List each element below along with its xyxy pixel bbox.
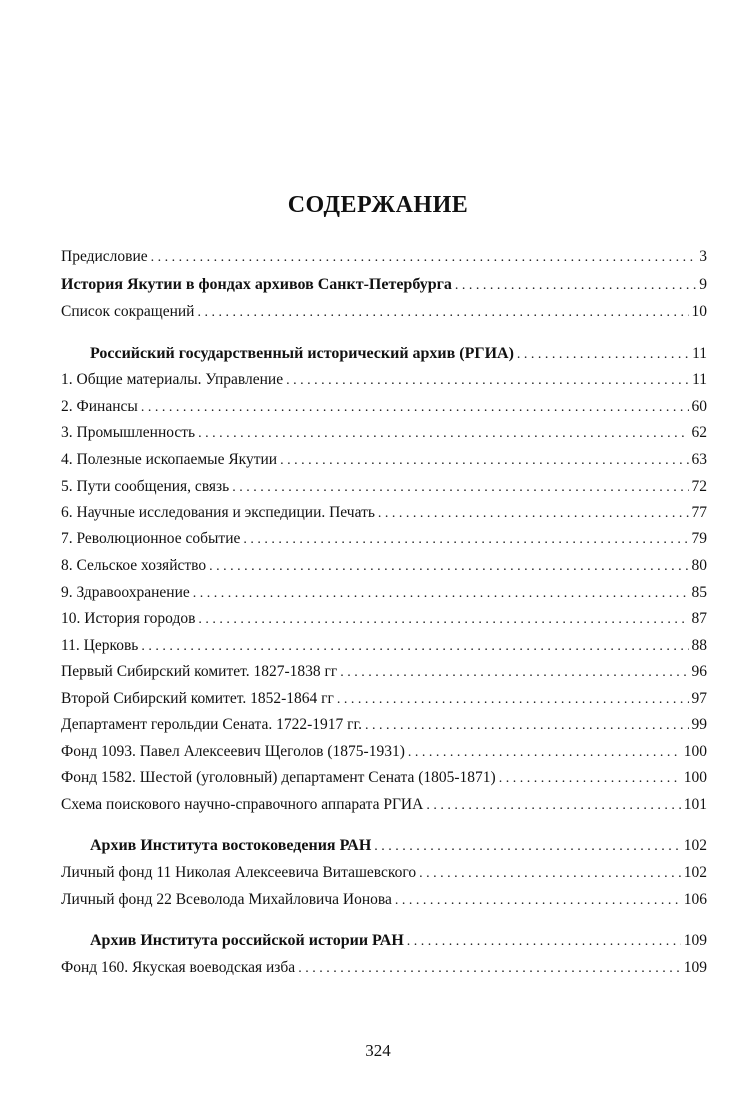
toc-entry-page: 72: [691, 478, 707, 495]
toc-entry-page: 80: [691, 557, 707, 574]
toc-dot-leader: [280, 449, 688, 473]
toc-entry-page: 62: [691, 424, 707, 441]
toc-dot-leader: [340, 661, 688, 685]
toc-entry-page: 102: [683, 864, 707, 881]
toc-dot-leader: [298, 957, 681, 981]
toc-entry: [61, 634, 707, 658]
toc-entry-page: 101: [683, 796, 707, 813]
toc-entry-title: 4. Полезные ископаемые Якутии: [61, 451, 278, 468]
toc-entry-page: 3: [699, 248, 707, 265]
toc-entry-page: 9: [699, 276, 707, 293]
toc-dot-leader: [517, 343, 689, 367]
toc-dot-leader: [151, 246, 697, 270]
toc-entry-title: Департамент герольдии Сената. 1722-1917 гг.: [61, 716, 362, 733]
toc-entry-page: 99: [691, 716, 707, 733]
toc-entry-title: 3. Промышленность: [61, 424, 196, 441]
toc-dot-leader: [198, 608, 688, 632]
toc-dot-leader: [365, 714, 689, 738]
toc-entry-page: 85: [691, 584, 707, 601]
toc-entry: [61, 395, 707, 419]
toc-entry-page: 100: [683, 769, 707, 786]
toc-entry: [61, 956, 707, 980]
toc-entry-page: 11: [692, 345, 707, 362]
toc-entry-page: 102: [683, 837, 707, 854]
toc-entry-title: История Якутии в фондах архивов Санкт-Петербурга: [61, 276, 452, 293]
toc-entry: [61, 245, 707, 269]
toc-entry-title: 5. Пути сообщения, связь: [61, 478, 230, 495]
toc-entry: [61, 300, 707, 324]
toc-entry: [61, 888, 707, 912]
toc-dot-leader: [197, 301, 688, 325]
toc-entry: [61, 527, 707, 551]
toc-entry: [61, 421, 707, 445]
toc-entry-title: Фонд 1582. Шестой (уголовный) департамент Сената (1805-1871): [61, 769, 496, 786]
toc-entry-title: Фонд 1093. Павел Алексеевич Щеголов (1875-1931): [61, 743, 405, 760]
toc-entry: [61, 793, 707, 817]
toc-entry-page: 10: [691, 303, 707, 320]
toc-entry: [61, 713, 707, 737]
toc-entry-page: 60: [691, 398, 707, 415]
toc-entry: [61, 861, 707, 885]
toc-entry-page: 87: [691, 610, 707, 627]
toc-dot-leader: [455, 274, 696, 298]
toc-entry-title: 8. Сельское хозяйство: [61, 557, 207, 574]
toc-entry-page: 11: [692, 371, 707, 388]
toc-entry-title: Архив Института российской истории РАН: [90, 932, 404, 949]
toc-entry-title: Личный фонд 22 Всеволода Михайловича Ионова: [61, 891, 392, 908]
toc-entry-page: 79: [691, 530, 707, 547]
toc-entry: [61, 581, 707, 605]
toc-entry: [61, 740, 707, 764]
toc-entry-title: Предисловие: [61, 248, 148, 265]
toc-dot-leader: [499, 767, 681, 791]
toc-dot-leader: [286, 369, 689, 393]
toc-dot-leader: [395, 889, 681, 913]
toc-dot-leader: [198, 422, 688, 446]
toc-entry: [61, 448, 707, 472]
toc-entry: [61, 475, 707, 499]
toc-entry: [61, 554, 707, 578]
toc-entry: [61, 607, 707, 631]
toc-entry-title: 9. Здравоохранение: [61, 584, 190, 601]
toc-entry-title: Российский государственный исторический архив (РГИА): [90, 345, 514, 362]
toc-entry: [61, 766, 707, 790]
toc-entry-page: 77: [691, 504, 707, 521]
toc-entry-page: 109: [683, 959, 707, 976]
toc-entry-page: 109: [683, 932, 707, 949]
toc-entry-title: Фонд 160. Якуская воеводская изба: [61, 959, 296, 976]
toc-dot-leader: [243, 528, 688, 552]
toc-entry: [61, 687, 707, 711]
toc-dot-leader: [426, 794, 680, 818]
toc-dot-leader: [419, 862, 681, 886]
toc-entry-page: 106: [683, 891, 707, 908]
toc-entry-title: Первый Сибирский комитет. 1827-1838 гг: [61, 663, 338, 680]
toc-dot-leader: [408, 741, 681, 765]
toc-entry-title: Личный фонд 11 Николая Алексеевича Виташевского: [61, 864, 417, 881]
toc-dot-leader: [378, 502, 689, 526]
page-title: СОДЕРЖАНИЕ: [287, 192, 469, 218]
toc-entry-title: 2. Финансы: [61, 398, 138, 415]
toc-dot-leader: [407, 930, 681, 954]
toc-dot-leader: [374, 835, 680, 859]
toc-entry-title: Второй Сибирский комитет. 1852-1864 гг: [61, 690, 334, 707]
toc-entry: [61, 273, 707, 297]
toc-entry: [61, 501, 707, 525]
toc-entry-page: 97: [691, 690, 707, 707]
toc-entry-title: Архив Института востоковедения РАН: [90, 837, 372, 854]
toc-entry-page: 96: [691, 663, 707, 680]
toc-entry-page: 88: [691, 637, 707, 654]
toc-entry: [61, 368, 707, 392]
toc-entry-title: Список сокращений: [61, 303, 195, 320]
toc-dot-leader: [141, 635, 688, 659]
toc-entry-title: Схема поискового научно-справочного аппарата РГИА: [61, 796, 424, 813]
toc-entry-page: 63: [691, 451, 707, 468]
toc-entry-page: 100: [683, 743, 707, 760]
page-number: 324: [365, 1041, 391, 1060]
toc-entry-title: 7. Революционное событие: [61, 530, 241, 547]
toc-entry: [61, 660, 707, 684]
toc-entry-title: 11. Церковь: [61, 637, 139, 654]
toc-entry: [61, 834, 707, 858]
toc-entry-title: 6. Научные исследования и экспедиции. Печать: [61, 504, 375, 521]
toc-entry-title: 10. История городов: [61, 610, 196, 627]
toc-entry: [61, 929, 707, 953]
toc-dot-leader: [193, 582, 689, 606]
toc-entry-title: 1. Общие материалы. Управление: [61, 371, 284, 388]
toc-dot-leader: [337, 688, 689, 712]
toc-entry: [61, 342, 707, 366]
toc-dot-leader: [209, 555, 688, 579]
toc-dot-leader: [232, 476, 688, 500]
toc-dot-leader: [141, 396, 689, 420]
